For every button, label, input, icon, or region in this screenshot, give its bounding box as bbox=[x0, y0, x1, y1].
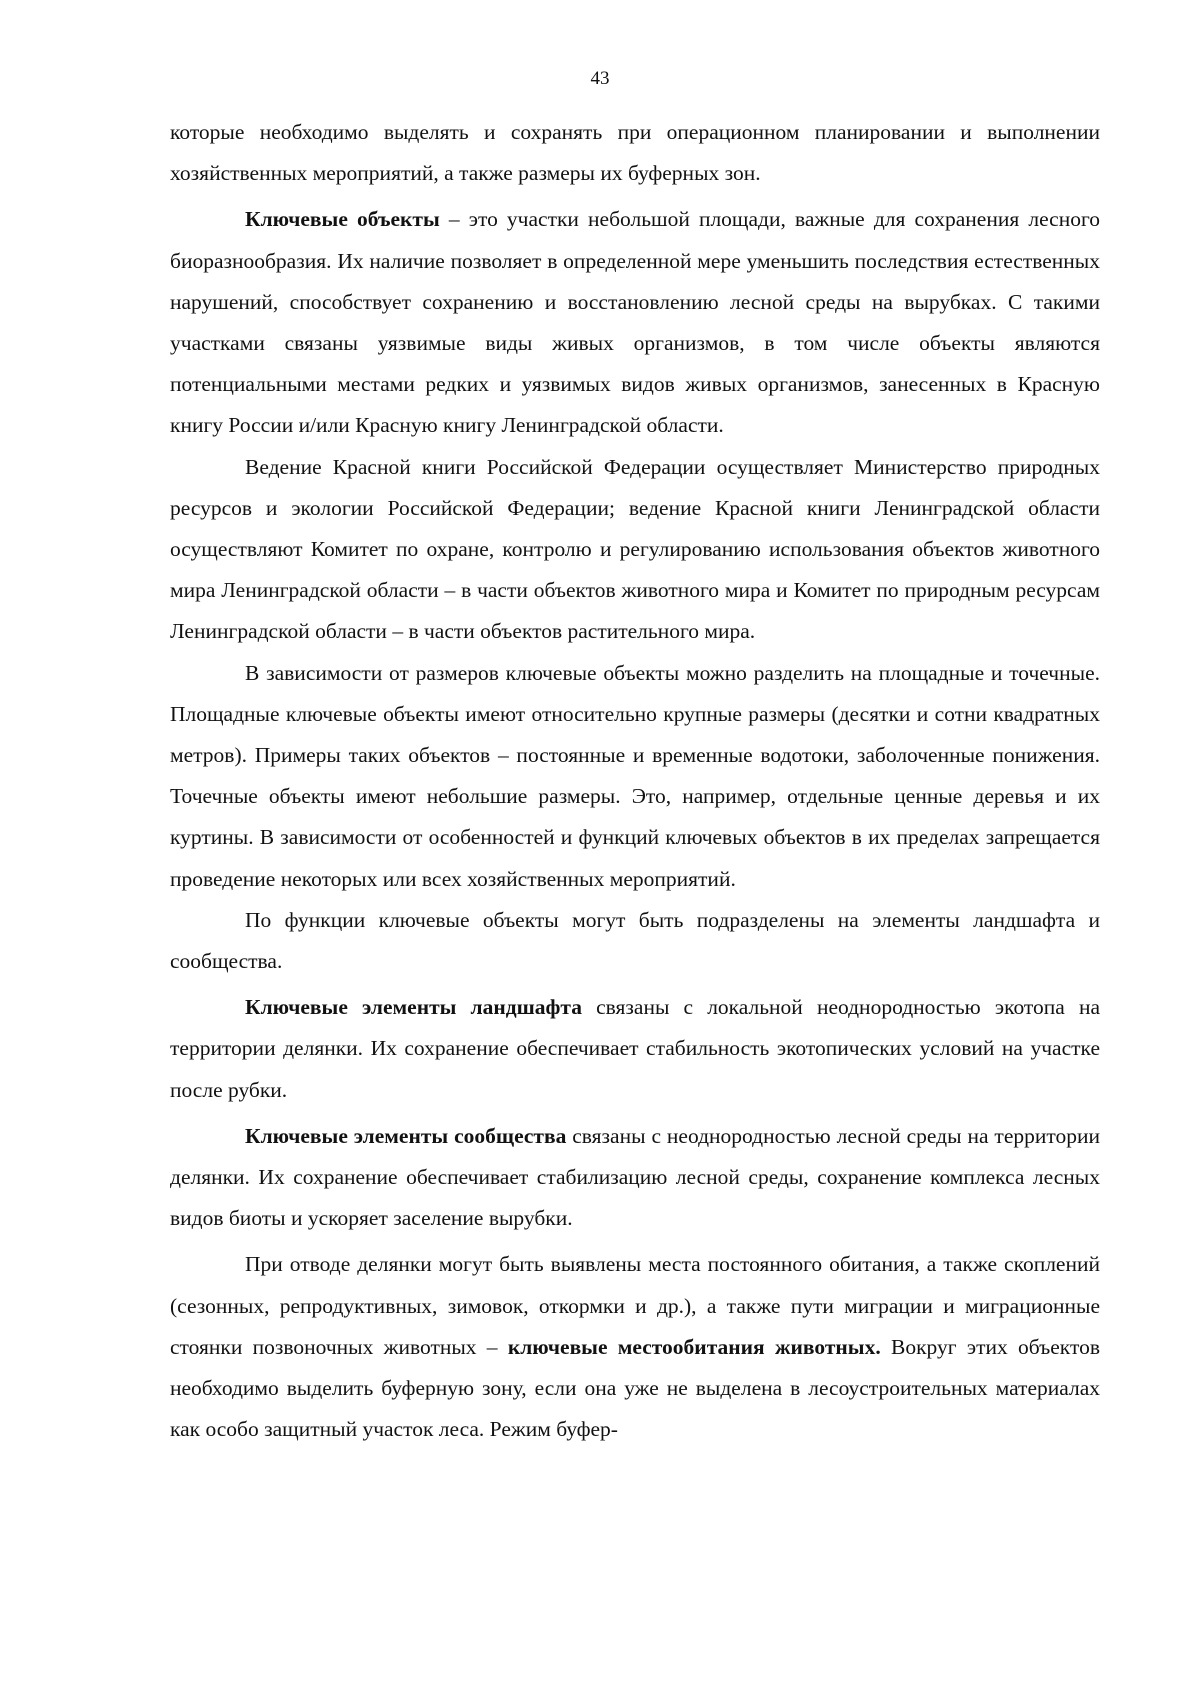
paragraph-text: связаны с локальной неоднородностью экотопа на территории делянки. Их сохранение обеспечивает стабильность экотопических условий на участке после рубки. bbox=[170, 995, 1100, 1102]
paragraph-continuation bbox=[170, 112, 1100, 194]
paragraph-animal-habitats bbox=[170, 1244, 1100, 1450]
paragraph-functions bbox=[170, 900, 1100, 982]
paragraph-text: При отводе делянки могут быть выявлены места постоянного обитания, а также скоплений (сезонных, репродуктивных, зимовок, откормки и др.), а также пути миграции и миграционные стоянки позвоночных животных – bbox=[170, 1252, 1100, 1359]
paragraph-text-after: Вокруг этих объектов необходимо выделить буферную зону, если она уже не выделена в лесоустроительных материалах как особо защитный участок леса. Режим буфер- bbox=[170, 1334, 1100, 1442]
paragraph-text: которые необходимо выделять и сохранять при операционном планировании и выполнении хозяйственных мероприятий, а также размеры их буферных зон. bbox=[170, 120, 1100, 186]
term-animal-habitats: ключевые местообитания животных. bbox=[507, 1334, 881, 1359]
page-number: 43 bbox=[590, 68, 610, 89]
term-landscape-elements: Ключевые элементы ландшафта bbox=[245, 995, 582, 1020]
paragraph-text: Ведение Красной книги Российской Федерации осуществляет Министерство природных ресурсов и экологии Российской Федерации; ведение Красной книги Ленинградской области осуществляют Комитет по охране, контролю и регулированию использования объектов животного мира Ленинградской области – в части объектов животного мира и Комитет по природным ресурсам Ленинградской области – в части объектов растительного мира. bbox=[170, 454, 1100, 644]
paragraph-size-classes bbox=[170, 653, 1100, 900]
paragraph-text: – это участки небольшой площади, важные для сохранения лесного биоразнообразия. Их наличие позволяет в определенной мере уменьшить последствия естественных нарушений, способствует сохранению и восстановлению лесной среды на вырубках. С такими участками связаны уязвимые виды живых организмов, в том числе объекты являются потенциальными местами редких и уязвимых видов живых организмов, занесенных в Красную книгу России и/или Красную книгу Ленинградской области. bbox=[170, 207, 1100, 438]
term-community-elements: Ключевые элементы сообщества bbox=[245, 1123, 567, 1148]
paragraph-landscape-elements bbox=[170, 987, 1100, 1111]
paragraph-red-book bbox=[170, 447, 1100, 653]
paragraph-key-objects bbox=[170, 199, 1100, 446]
paragraph-community-elements bbox=[170, 1116, 1100, 1240]
document-body bbox=[170, 112, 1100, 1451]
paragraph-text: По функции ключевые объекты могут быть подразделены на элементы ландшафта и сообщества. bbox=[170, 907, 1100, 974]
paragraph-text: В зависимости от размеров ключевые объекты можно разделить на площадные и точечные. Площадные ключевые объекты имеют относительно крупные размеры (десятки и сотни квадратных метров). Примеры таких объектов – постоянные и временные водотоки, заболоченные понижения. Точечные объекты имеют небольшие размеры. Это, например, отдельные ценные деревья и их куртины. В зависимости от особенностей и функций ключевых объектов в их пределах запрещается проведение некоторых или всех хозяйственных мероприятий. bbox=[170, 660, 1100, 891]
term-key-objects: Ключевые объекты bbox=[245, 207, 440, 232]
paragraph-text: связаны с неоднородностью лесной среды на территории делянки. Их сохранение обеспечивает стабилизацию лесной среды, сохранение комплекса лесных видов биоты и ускоряет заселение вырубки. bbox=[170, 1123, 1100, 1231]
